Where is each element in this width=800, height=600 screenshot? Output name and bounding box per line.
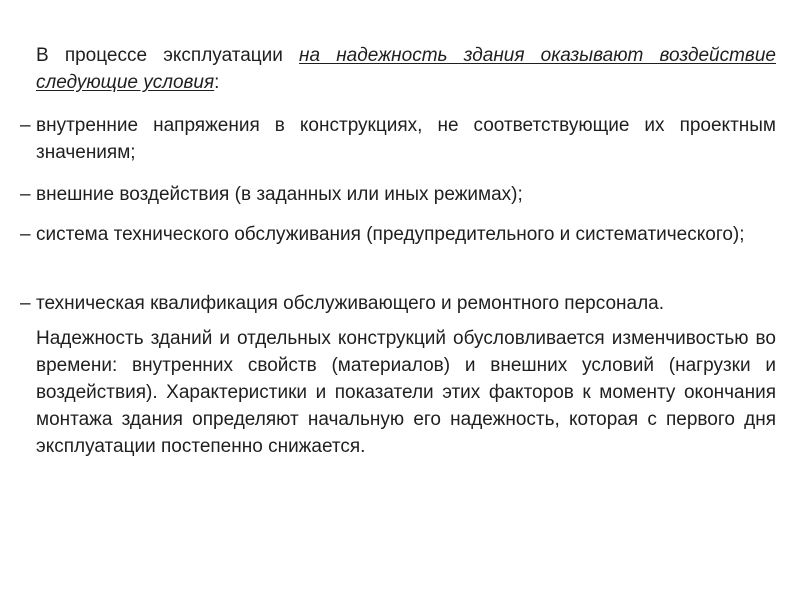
bullet-item (20, 221, 776, 248)
bullet-dash: – (20, 115, 31, 136)
bullet-item (20, 112, 776, 166)
bullet-dash: – (20, 224, 31, 245)
bullet-item (20, 181, 776, 208)
bullet-text: система технического обслуживания (предупредительного и систематического); (36, 224, 745, 245)
intro-prefix: В процессе эксплуатации (36, 45, 300, 66)
conclusion-paragraph: Надежность зданий и отдельных конструкций обусловливается изменчивостью во времени: внутренних свойств (материалов) и внешних условий (нагрузки и воздействия). Характеристики и показатели этих факторов к моменту окончания монтажа здания определяют начальную его надежность, которая с первого дня эксплуатации постепенно снижается. (36, 328, 776, 457)
bullet-dash: – (20, 293, 31, 314)
bullet-item (20, 290, 776, 317)
intro-emphasis: на надежность здания оказывают воздействие следующие условия (36, 45, 776, 93)
bullet-dash: – (20, 184, 31, 205)
intro-paragraph (36, 42, 776, 96)
bullet-text: внешние воздействия (в заданных или иных режимах); (36, 184, 523, 205)
bullet-text: техническая квалификация обслуживающего и ремонтного персонала. (36, 293, 665, 314)
bullet-text: внутренние напряжения в конструкциях, не соответствующие их проектным значениям; (36, 115, 776, 163)
intro-suffix: : (214, 72, 220, 93)
